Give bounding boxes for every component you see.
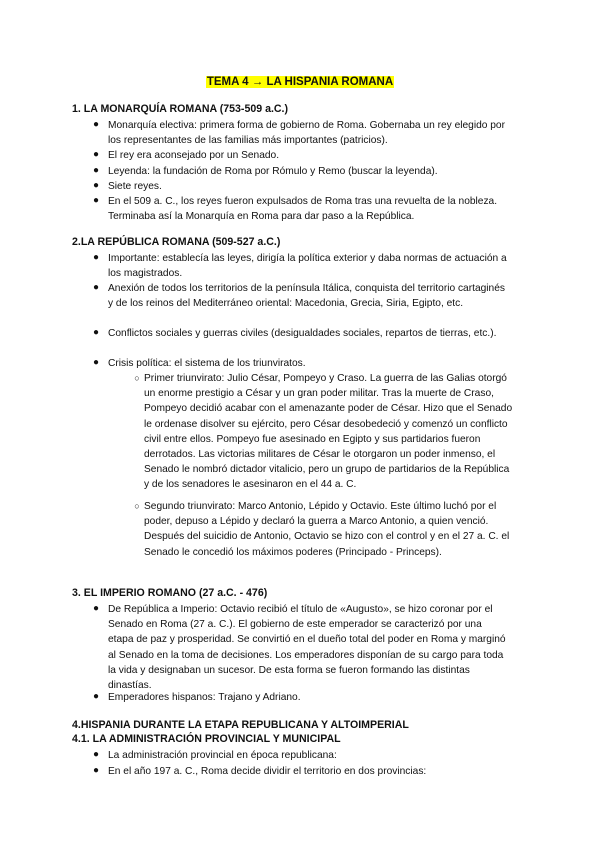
bullet-icon: ● xyxy=(92,282,100,293)
sub-bullet-icon: ○ xyxy=(134,373,140,383)
bullet-icon: ● xyxy=(92,252,100,263)
section-4-heading: 4.HISPANIA DURANTE LA ETAPA REPUBLICANA Y ALTOIMPERIAL xyxy=(72,719,409,731)
list-item: Emperadores hispanos: Trajano y Adriano. xyxy=(108,692,301,703)
list-item: Importante: establecía las leyes, dirigía la política exterior y daba normas de actuación a los magistrados. xyxy=(108,253,507,280)
section-1-heading: 1. LA MONARQUÍA ROMANA (753-509 a.C.) xyxy=(72,103,289,115)
section-2-heading: 2.LA REPÚBLICA ROMANA (509-527 a.C.) xyxy=(72,236,281,248)
bullet-icon: ● xyxy=(92,765,100,776)
section-3-heading: 3. EL IMPERIO ROMANO (27 a.C. - 476) xyxy=(72,587,268,599)
sub-list-item: Primer triunvirato: Julio César, Pompeyo y Craso. La guerra de las Galias otorgó un enorme prestigio a César y un gran poder militar. Tras la muerte de Craso, Pompeyo decidió acabar con el amenazante poder de César. Hizo que el Senado le ordenase disolver su ejército, pero César desobedeció y comenzó un conflicto civil entre ellos. Pompeyo fue asesinado en Egipto y sus partidarios fueron derrotados. Las victorias militares de César le otorgaron un poder inmenso, el Senado le nombró dictador vitalicio, pero un grupo de partidarios de la República y de los senadores le asesinaron en el 44 a. C. xyxy=(144,373,513,491)
sub-list-item: Segundo triunvirato: Marco Antonio, Lépido y Octavio. Este último luchó por el poder, depuso a Lépido y declaró la guerra a Marco Antonio, a quien venció. Después del suicidio de Antonio, Octavio se hizo con el control y en el 27 a. C. el Senado le concedió los máximos poderes (Principado - Princeps). xyxy=(144,501,510,558)
bullet-icon: ● xyxy=(92,119,100,130)
bullet-icon: ● xyxy=(92,691,100,702)
bullet-icon: ● xyxy=(92,149,100,160)
list-item: Leyenda: la fundación de Roma por Rómulo y Remo (buscar la leyenda). xyxy=(108,166,438,177)
document-title xyxy=(0,72,600,90)
bullet-icon: ● xyxy=(92,195,100,206)
list-item: El rey era aconsejado por un Senado. xyxy=(108,150,280,161)
bullet-icon: ● xyxy=(92,327,100,338)
bullet-icon: ● xyxy=(92,603,100,614)
list-item: En el año 197 a. C., Roma decide dividir el territorio en dos provincias: xyxy=(108,766,427,777)
list-item: En el 509 a. C., los reyes fueron expulsados de Roma tras una revuelta de la nobleza. Terminaba así la Monarquía en Roma para dar paso a la República. xyxy=(108,196,498,223)
list-item: De República a Imperio: Octavio recibió el título de «Augusto», se hizo coronar por el Senado en Roma (27 a. C.). El gobierno de este emperador se caracterizó por una etapa de paz y prosperidad. Se convirtió en el dueño total del poder en Roma y marginó al Senado en la toma de decisiones. Los emperadores disponían de su cargo para toda la vida y designaban un sucesor. De esta forma se fueron formando las distintas dinastías. xyxy=(108,604,506,692)
bullet-icon: ● xyxy=(92,749,100,760)
list-item: Conflictos sociales y guerras civiles (desigualdades sociales, repartos de tierras, etc.). xyxy=(108,328,497,339)
highlighted-title: TEMA 4 → LA HISPANIA ROMANA xyxy=(206,76,394,88)
sub-bullet-icon: ○ xyxy=(134,501,140,511)
bullet-icon: ● xyxy=(92,180,100,191)
list-item: Anexión de todos los territorios de la península Itálica, conquista del territorio cartaginés y de los reinos del Mediterráneo oriental: Macedonia, Grecia, Siria, Egipto, etc. xyxy=(108,283,505,310)
section-4-1-heading: 4.1. LA ADMINISTRACIÓN PROVINCIAL Y MUNICIPAL xyxy=(72,733,341,745)
list-item: Crisis política: el sistema de los triunviratos. xyxy=(108,358,306,369)
list-item: Siete reyes. xyxy=(108,181,162,192)
bullet-icon: ● xyxy=(92,357,100,368)
list-item: La administración provincial en época republicana: xyxy=(108,750,337,761)
bullet-icon: ● xyxy=(92,165,100,176)
list-item: Monarquía electiva: primera forma de gobierno de Roma. Gobernaba un rey elegido por los representantes de las familias más importantes (patricios). xyxy=(108,120,505,147)
